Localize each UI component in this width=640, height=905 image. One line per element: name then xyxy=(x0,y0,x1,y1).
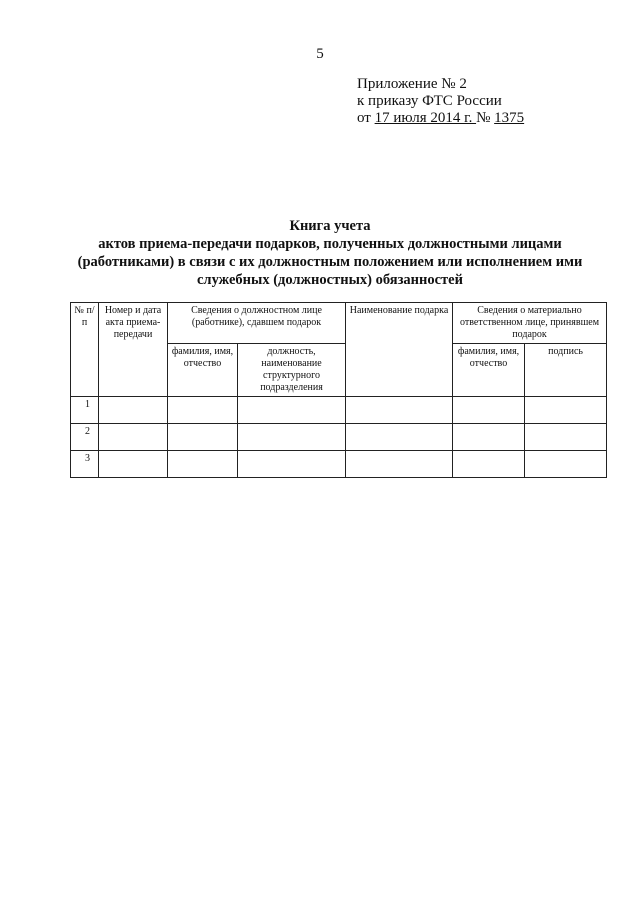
table-row xyxy=(71,397,607,424)
subheader-giver-position: должность, наименование структурного подразделения xyxy=(238,344,346,397)
title-line-4: служебных (должностных) обязанностей xyxy=(197,272,463,288)
table-cell xyxy=(346,424,453,451)
table-row xyxy=(71,451,607,478)
annex-order-reference: к приказу ФТС России xyxy=(357,93,502,109)
table-cell xyxy=(99,451,168,478)
header-receiver-info: Сведения о материально ответственном лице, принявшем подарок xyxy=(453,303,607,344)
annex-block xyxy=(357,76,524,127)
table-cell xyxy=(453,424,525,451)
header-row-number: № п/п xyxy=(71,303,99,397)
row-number-cell: 1 xyxy=(71,397,99,424)
title-line-3: (работниками) в связи с их должностным положением или исполнением ими xyxy=(77,254,583,270)
table-cell xyxy=(238,397,346,424)
table-header-row xyxy=(71,303,607,344)
table-cell xyxy=(525,397,607,424)
table-cell xyxy=(346,397,453,424)
subheader-receiver-name: фамилия, имя, отчество xyxy=(453,344,525,397)
annex-date: 17 июля 2014 г. xyxy=(374,110,477,126)
table-cell xyxy=(453,451,525,478)
table-cell xyxy=(168,397,238,424)
subheader-giver-name: фамилия, имя, отчество xyxy=(168,344,238,397)
document-title xyxy=(60,217,600,289)
annex-number: 1375 xyxy=(494,110,525,126)
subheader-receiver-signature: подпись xyxy=(525,344,607,397)
table-cell xyxy=(168,424,238,451)
register-table xyxy=(70,302,607,478)
header-gift-name: Наименование подарка xyxy=(346,303,453,397)
header-act-number-date: Номер и дата акта приема-передачи xyxy=(99,303,168,397)
title-line-2: актов приема-передачи подарков, полученных должностными лицами xyxy=(98,236,562,252)
annex-date-prefix: от xyxy=(357,110,375,126)
row-number-cell: 2 xyxy=(71,424,99,451)
annex-date-number xyxy=(357,110,524,127)
table-cell xyxy=(525,424,607,451)
table-cell xyxy=(168,451,238,478)
table-cell xyxy=(238,451,346,478)
table-cell xyxy=(99,397,168,424)
table-row xyxy=(71,424,607,451)
header-giver-info: Сведения о должностном лице (работнике), сдавшем подарок xyxy=(168,303,346,344)
page-number: 5 xyxy=(316,46,324,62)
annex-number-sign: № xyxy=(476,110,495,126)
title-line-1: Книга учета xyxy=(289,218,371,234)
table-cell xyxy=(453,397,525,424)
table-cell xyxy=(525,451,607,478)
table-cell xyxy=(346,451,453,478)
table-cell xyxy=(238,424,346,451)
row-number-cell: 3 xyxy=(71,451,99,478)
table-cell xyxy=(99,424,168,451)
annex-title: Приложение № 2 xyxy=(357,76,467,92)
